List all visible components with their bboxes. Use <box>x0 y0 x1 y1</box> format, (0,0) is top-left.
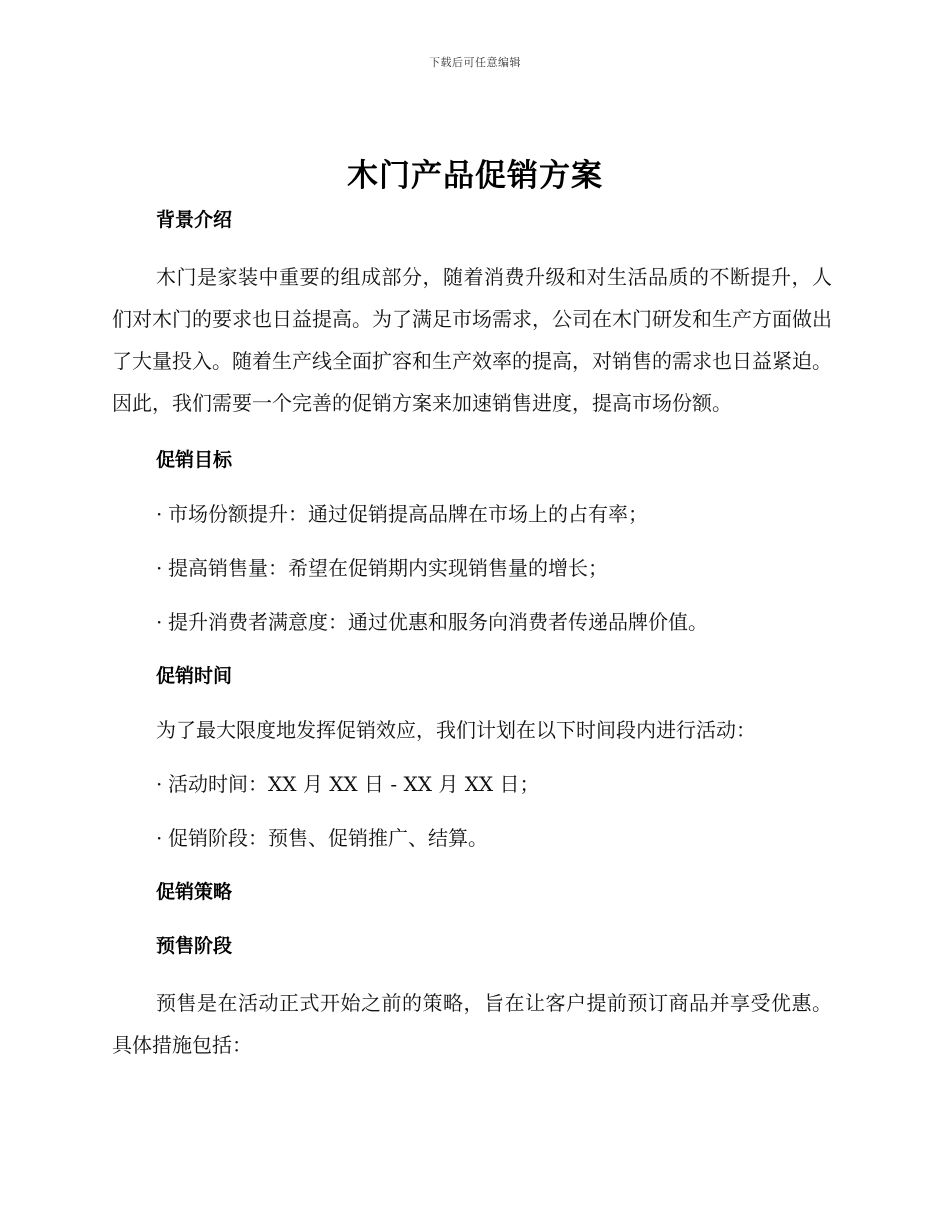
bullet-icon: · <box>156 610 163 634</box>
section-heading-strategy: 促销策略 <box>156 881 233 903</box>
goal-item-text: 市场份额提升：通过促销提高品牌在市场上的占有率； <box>168 502 648 526</box>
time-intro: 为了最大限度地发挥促销效应，我们计划在以下时间段内进行活动： <box>156 718 756 742</box>
section-heading-time: 促销时间 <box>156 665 233 687</box>
presale-paragraph: 预售是在活动正式开始之前的策略，旨在让客户提前预订商品并享受优惠。具体措施包括： <box>112 991 832 1057</box>
section-heading-goals: 促销目标 <box>156 449 233 471</box>
goal-item-text: 提高销售量：希望在促销期内实现销售量的增长； <box>168 556 608 580</box>
list-item <box>156 496 832 532</box>
time-item-text: 活动时间：XX 月 XX 日 - XX 月 XX 日； <box>168 772 540 796</box>
background-paragraph: 木门是家装中重要的组成部分，随着消费升级和对生活品质的不断提升，人们对木门的要求也日益提高。为了满足市场需求，公司在木门研发和生产方面做出了大量投入。随着生产线全面扩容和生产效率的提高，对销售的需求也日益紧迫。因此，我们需要一个完善的促销方案来加速销售进度，提高市场份额。 <box>112 265 832 415</box>
bullet-icon: · <box>156 772 163 796</box>
header-note: 下载后可任意编辑 <box>429 56 521 69</box>
list-item <box>156 550 832 586</box>
goal-item-text: 提升消费者满意度：通过优惠和服务向消费者传递品牌价值。 <box>168 610 708 634</box>
bullet-icon: · <box>156 826 163 850</box>
list-item <box>156 604 832 640</box>
document-title: 木门产品促销方案 <box>347 158 603 194</box>
bullet-icon: · <box>156 502 163 526</box>
bullet-icon: · <box>156 556 163 580</box>
section-heading-background: 背景介绍 <box>156 209 233 231</box>
section-heading-presale: 预售阶段 <box>156 935 233 957</box>
document-body <box>112 202 832 1066</box>
list-item <box>156 820 832 856</box>
time-item-text: 促销阶段：预售、促销推广、结算。 <box>168 826 488 850</box>
list-item <box>156 766 832 802</box>
